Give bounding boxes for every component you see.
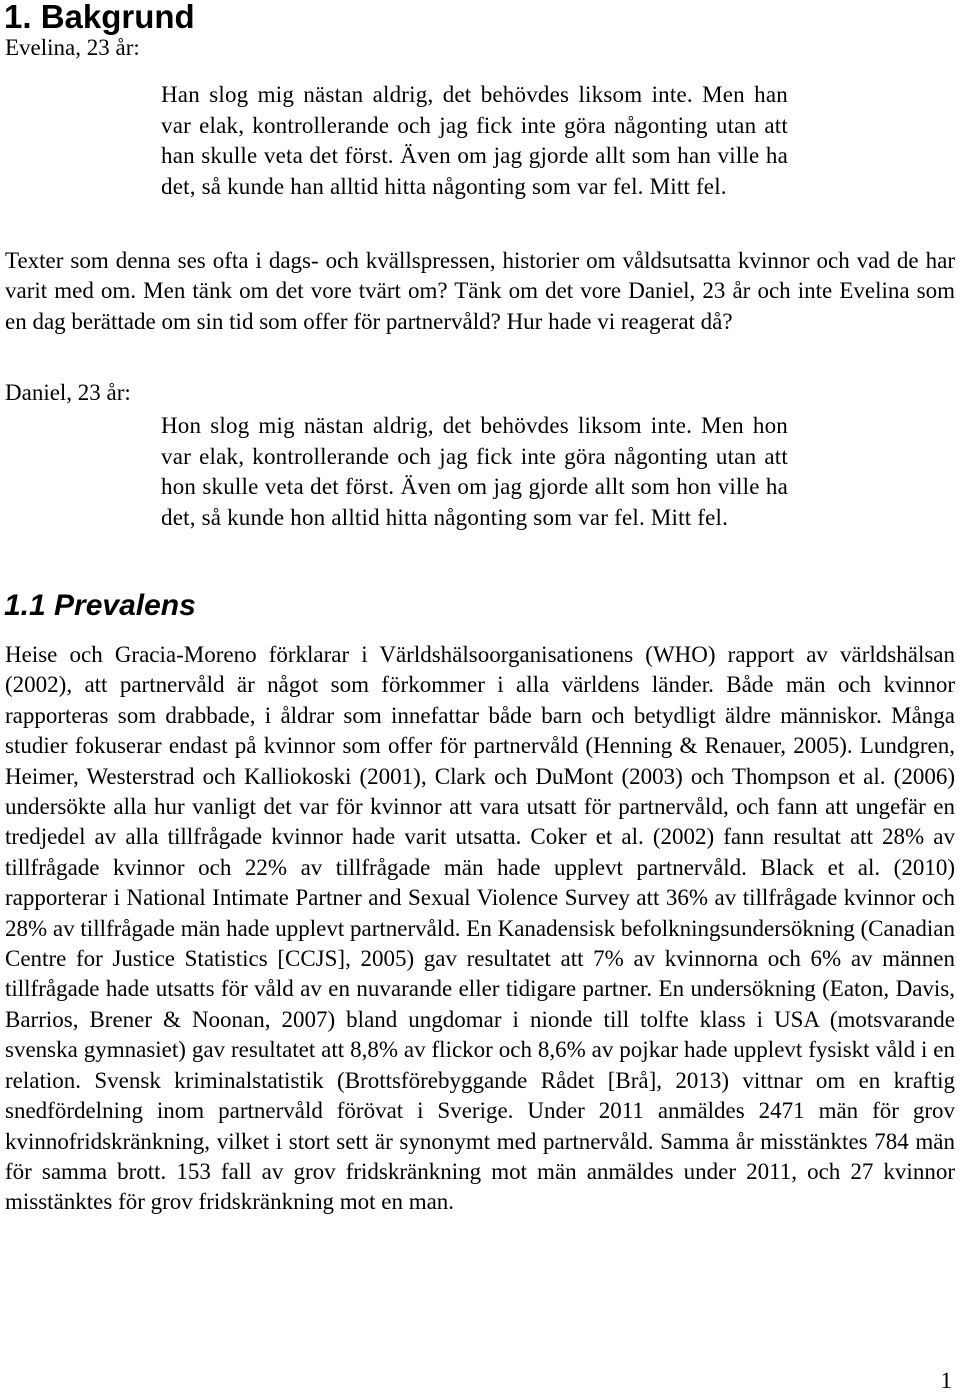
quote-speaker-daniel: Daniel, 23 år: <box>5 380 131 405</box>
prevalence-paragraph: Heise och Gracia-Moreno förklarar i Världshälsoorganisationens (WHO) rapport av världshälsan (2002), att partnervåld är något som förkommer i alla världens länder. Både män och kvinnor rapporteras som drabbade, i åldrar som innefattar både barn och betydligt äldre människor. Många studier fokuserar endast på kvinnor som offer för partnervåld (Henning & Renauer, 2005). Lundgren, Heimer, Westerstrad och Kalliokoski (2001), Clark och DuMont (2003) och Thompson et al. (2006) undersökte alla hur vanligt det var för kvinnor att vara utsatt för partnervåld, och fann att ungefär en tredjedel av alla tillfrågade kvinnor hade varit utsatta. Coker et al. (2002) fann resultat att 28% av tillfrågade kvinnor och 22% av tillfrågade män hade upplevt partnervåld. Black et al. (2010) rapporterar i National Intimate Partner and Sexual Violence Survey att 36% av tillfrågade kvinnor och 28% av tillfrågade män hade upplevt partnervåld. En Kanadensisk befolkningsundersökning (Canadian Centre for Justice Statistics [CCJS], 2005) gav resultatet att 7% av kvinnorna och 6% av männen tillfrågade hade utsatts för våld av en nuvarande eller tidigare partner. En undersökning (Eaton, Davis, Barrios, Brener & Noonan, 2007) bland ungdomar i nionde till tolfte klass i USA (motsvarande svenska gymnasiet) gav resultatet att 8,8% av flickor och 8,6% av pojkar hade upplevt fysiskt våld i en relation. Svensk kriminalstatistik (Brottsförebyggande Rådet [Brå], 2013) vittnar om en kraftig snedfördelning inom partnervåld förövat i Sverige. Under 2011 anmäldes 2471 män för grov kvinnofridskränkning, vilket i stort sett är synonymt med partnervåld. Samma år misstänktes 784 män för samma brott. 153 fall av grov fridskränkning mot män anmäldes under 2011, och 27 kvinnor misstänktes för grov fridskränkning mot en man. <box>5 642 955 1215</box>
quote-text-evelina: Han slog mig nästan aldrig, det behövdes liksom inte. Men han var elak, kontrollerande och jag fick inte göra någonting utan att han skulle veta det först. Även om jag gjorde allt som han ville ha det, så kunde han alltid hitta någonting som var fel. Mitt fel. <box>161 82 788 199</box>
section-heading: 1. Bakgrund <box>4 0 195 35</box>
subsection-heading: 1.1 Prevalens <box>4 589 196 622</box>
quote-speaker-evelina: Evelina, 23 år: <box>5 35 140 60</box>
page-number: 1 <box>940 1368 952 1393</box>
intro-paragraph: Texter som denna ses ofta i dags- och kvällspressen, historier om våldsutsatta kvinnor och vad de har varit med om. Men tänk om det vore tvärt om? Tänk om det vore Daniel, 23 år och inte Evelina som en dag berättade om sin tid som offer för partnervåld? Hur hade vi reagerat då? <box>5 248 955 334</box>
quote-text-daniel: Hon slog mig nästan aldrig, det behövdes liksom inte. Men hon var elak, kontrollerande och jag fick inte göra någonting utan att hon skulle veta det först. Även om jag gjorde allt som hon ville ha det, så kunde hon alltid hitta någonting som var fel. Mitt fel. <box>161 413 788 530</box>
